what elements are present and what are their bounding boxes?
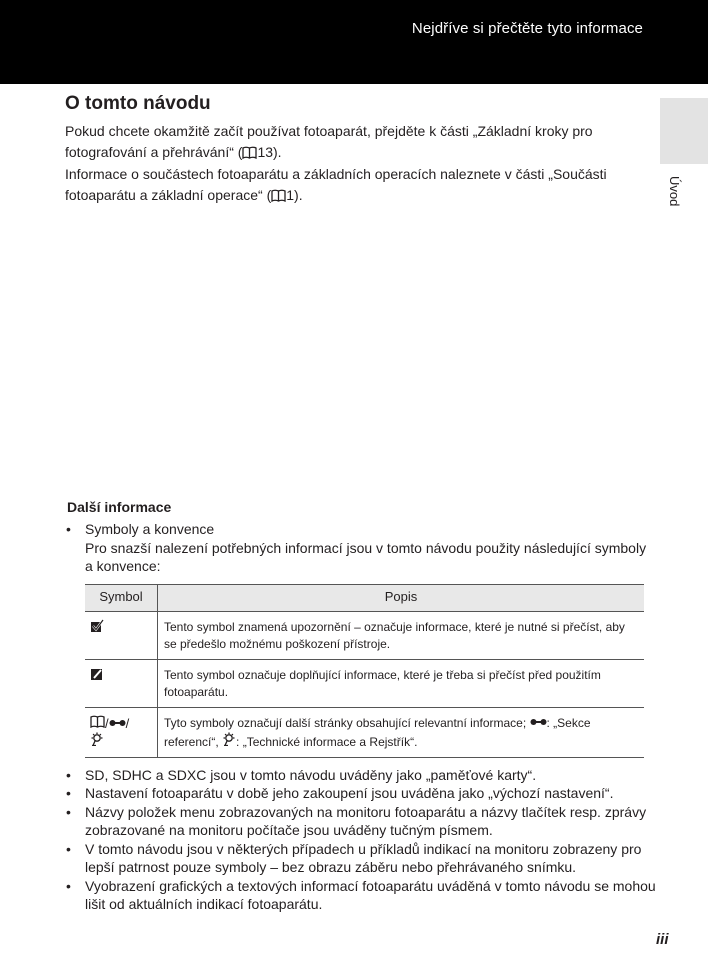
desc-cell: Tento symbol znamená upozornění – označuje informace, které je nutné si přečíst, aby se předešlo možnému poškození přístroje. (158, 611, 645, 659)
p1-ref-page: 13 (257, 144, 274, 160)
header-bar (0, 0, 708, 84)
technical-info-icon (222, 732, 236, 746)
desc-cell: Tento symbol označuje doplňující informace, které je třeba si přečíst před použitím fotoaparátu. (158, 659, 645, 707)
symbol-separator: / (125, 715, 130, 731)
col-symbol-header: Symbol (85, 584, 158, 611)
bullet-title: Symboly a konvence (85, 521, 215, 537)
list-item (66, 784, 656, 803)
bullet-text: Vyobrazení grafických a textových informací fotoaparátu uváděná v tomto návodu se mohou lišit od aktuálních indikací fotoaparátu. (85, 877, 656, 912)
desc-text-c: : „Technické informace a Rejstřík“. (236, 734, 418, 749)
more-info-list (66, 520, 656, 914)
book-reference-icon (271, 189, 286, 202)
col-desc-header: Popis (158, 584, 645, 611)
table-row (85, 659, 644, 707)
symbol-cell (85, 659, 158, 707)
page-number: iii (656, 931, 669, 948)
p1-text-end: ). (273, 144, 282, 160)
bullet-dot: • (66, 785, 71, 801)
symbols-table (85, 584, 644, 758)
table-row (85, 611, 644, 659)
list-item (66, 877, 656, 914)
book-reference-icon (242, 146, 257, 159)
more-info-title: Další informace (67, 499, 172, 515)
caution-checkbox-icon (90, 619, 104, 633)
symbols-table-wrap (85, 584, 656, 758)
book-reference-icon (90, 715, 105, 728)
note-pencil-icon (90, 667, 104, 681)
reference-section-icon (530, 717, 547, 727)
intro-paragraph-2 (65, 164, 655, 206)
intro-paragraph-1 (65, 121, 655, 163)
p2-ref-page: 1 (286, 187, 295, 203)
desc-text-a: Tyto symboly označují další stránky obsahující relevantní informace; (164, 715, 530, 730)
list-item (66, 766, 656, 785)
list-item (66, 520, 656, 758)
table-header-row (85, 584, 644, 611)
bullet-dot: • (66, 840, 71, 857)
reference-section-icon (109, 718, 126, 728)
p2-text: Informace o součástech fotoaparátu a základních operacích naleznete v části „Součásti fotoaparátu a základní operace“ ( (65, 166, 607, 203)
side-tab (660, 98, 708, 164)
p1-text: Pokud chcete okamžitě začít používat fotoaparát, přejděte k části „Základní kroky pro fotografování a přehrávání“ ( (65, 123, 593, 160)
symbol-cell (85, 707, 158, 757)
bullet-text: Nastavení fotoaparátu v době jeho zakoupení jsou uváděna jako „výchozí nastavení“. (85, 785, 614, 801)
bullet-dot: • (66, 877, 71, 894)
side-tab-text: Úvod (667, 176, 682, 207)
bullet-dot: • (66, 803, 71, 820)
symbol-cell (85, 611, 158, 659)
desc-cell (158, 707, 645, 757)
bullet-text: SD, SDHC a SDXC jsou v tomto návodu uváděny jako „paměťové karty“. (85, 766, 537, 783)
list-item (66, 840, 656, 877)
bullet-dot: • (66, 521, 71, 537)
symbol-separator: / (105, 715, 109, 731)
side-tab-label (664, 176, 686, 216)
section-title: O tomto návodu (65, 93, 211, 114)
p2-text-end: ). (294, 187, 303, 203)
technical-info-icon (90, 732, 104, 746)
list-item (66, 803, 656, 840)
bullet-text: V tomto návodu jsou v některých případech u příkladů indikací na monitoru zobrazeny pro lepší patrnost pouze symboly – bez obrazu záběru nebo přehrávaného snímku. (85, 840, 642, 875)
table-row (85, 707, 644, 757)
desc-text-b: : „Sekce referencí“, (164, 715, 591, 749)
bullet-text: Názvy položek menu zobrazovaných na monitoru fotoaparátu a názvy tlačítek resp. zprávy zobrazované na monitoru počítače jsou uváděny tučným písmem. (85, 803, 647, 838)
bullet-dot: • (66, 766, 71, 783)
bullet-text: Pro snazší nalezení potřebných informací jsou v tomto návodu použity následující symboly a konvence: (85, 539, 647, 574)
header-title: Nejdříve si přečtěte tyto informace (411, 20, 643, 37)
